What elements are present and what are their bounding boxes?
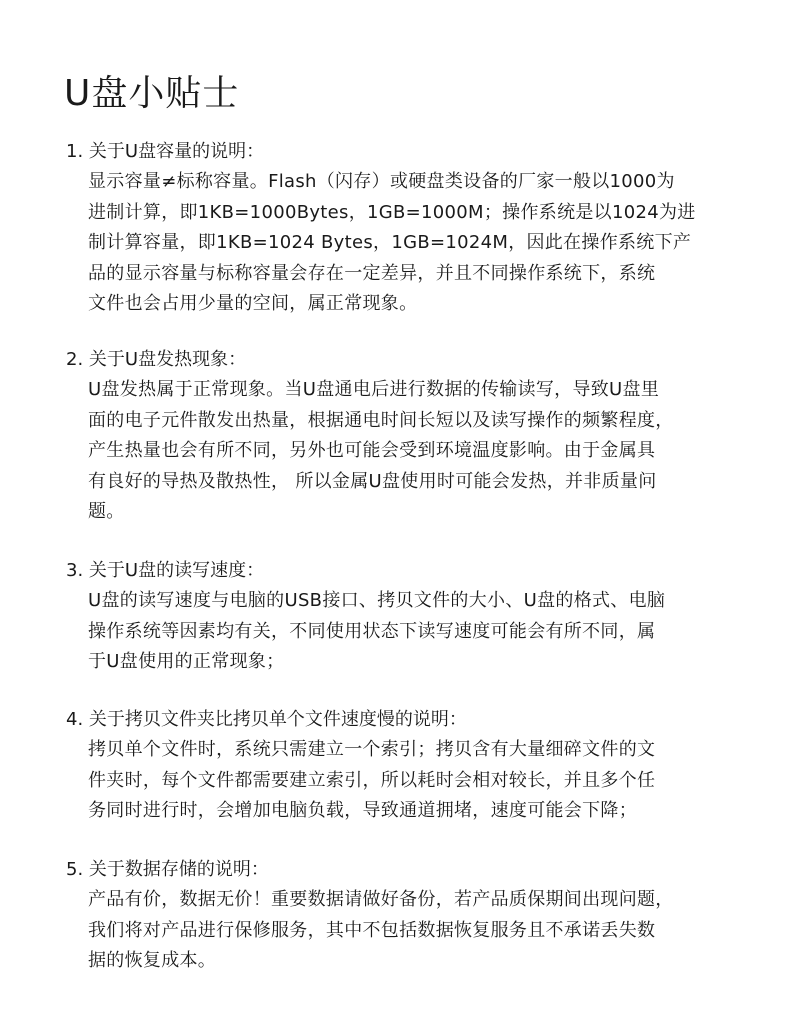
section-heading: 4. 关于拷贝文件夹比拷贝单个文件速度慢的说明： — [66, 709, 467, 730]
body-line: 操作系统等因素均有关，不同使用状态下读写速度可能会有所不同，属 — [88, 620, 656, 642]
body-line: 于U盘使用的正常现象； — [88, 651, 285, 673]
section-heating — [66, 345, 726, 528]
body-line: 务同时进行时，会增加电脑负载，导致通道拥堵，速度可能会下降； — [88, 800, 637, 822]
body-line: 件夹时，每个文件都需要建立索引，所以耗时会相对较长，并且多个任 — [88, 769, 656, 791]
section-body — [88, 586, 726, 678]
section-data-storage — [66, 855, 726, 977]
section-body — [88, 167, 726, 320]
section-heading: 5. 关于数据存储的说明： — [66, 859, 269, 880]
body-line: 我们将对产品进行保修服务，其中不包括数据恢复服务且不承诺丢失数 — [88, 919, 656, 941]
body-line: 面的电子元件散发出热量，根据通电时间长短以及读写操作的频繁程度， — [88, 409, 674, 431]
section-heading: 3. 关于U盘的读写速度： — [66, 560, 265, 581]
page-title: U盘小贴士 — [64, 73, 240, 114]
section-body — [88, 735, 726, 827]
body-line: 据的恢复成本。 — [88, 950, 217, 972]
body-line: 文件也会占用少量的空间，属正常现象。 — [88, 293, 418, 315]
body-line: 显示容量≠标称容量。Flash（闪存）或硬盘类设备的厂家一般以1000为 — [88, 171, 675, 192]
body-line: 产品有价，数据无价！重要数据请做好备份，若产品质保期间出现问题， — [88, 889, 674, 910]
section-body — [88, 885, 726, 977]
section-copy — [66, 705, 726, 827]
section-heading: 2. 关于U盘发热现象： — [66, 349, 247, 370]
body-line: 制计算容量，即1KB=1024 Bytes，1GB=1024M，因此在操作系统下产 — [88, 232, 692, 254]
section-capacity — [66, 137, 726, 320]
body-line: 品的显示容量与标称容量会存在一定差异，并且不同操作系统下，系统 — [88, 262, 656, 284]
body-line: U盘的读写速度与电脑的USB接口、拷贝文件的大小、U盘的格式、电脑 — [88, 590, 666, 611]
section-heading: 1. 关于U盘容量的说明： — [66, 141, 265, 162]
body-line: U盘发热属于正常现象。当U盘通电后进行数据的传输读写，导致U盘里 — [88, 379, 660, 400]
section-speed — [66, 556, 726, 678]
body-line: 进制计算，即1KB=1000Bytes，1GB=1000M；操作系统是以1024为进 — [88, 201, 696, 223]
section-body — [88, 375, 726, 528]
body-line: 题。 — [88, 501, 125, 523]
body-line: 产生热量也会有所不同，另外也可能会受到环境温度影响。由于金属具 — [88, 440, 656, 462]
body-line: 拷贝单个文件时，系统只需建立一个索引；拷贝含有大量细碎文件的文 — [88, 739, 656, 760]
body-line: 有良好的导热及散热性， 所以金属U盘使用时可能会发热，并非质量问 — [88, 470, 657, 492]
